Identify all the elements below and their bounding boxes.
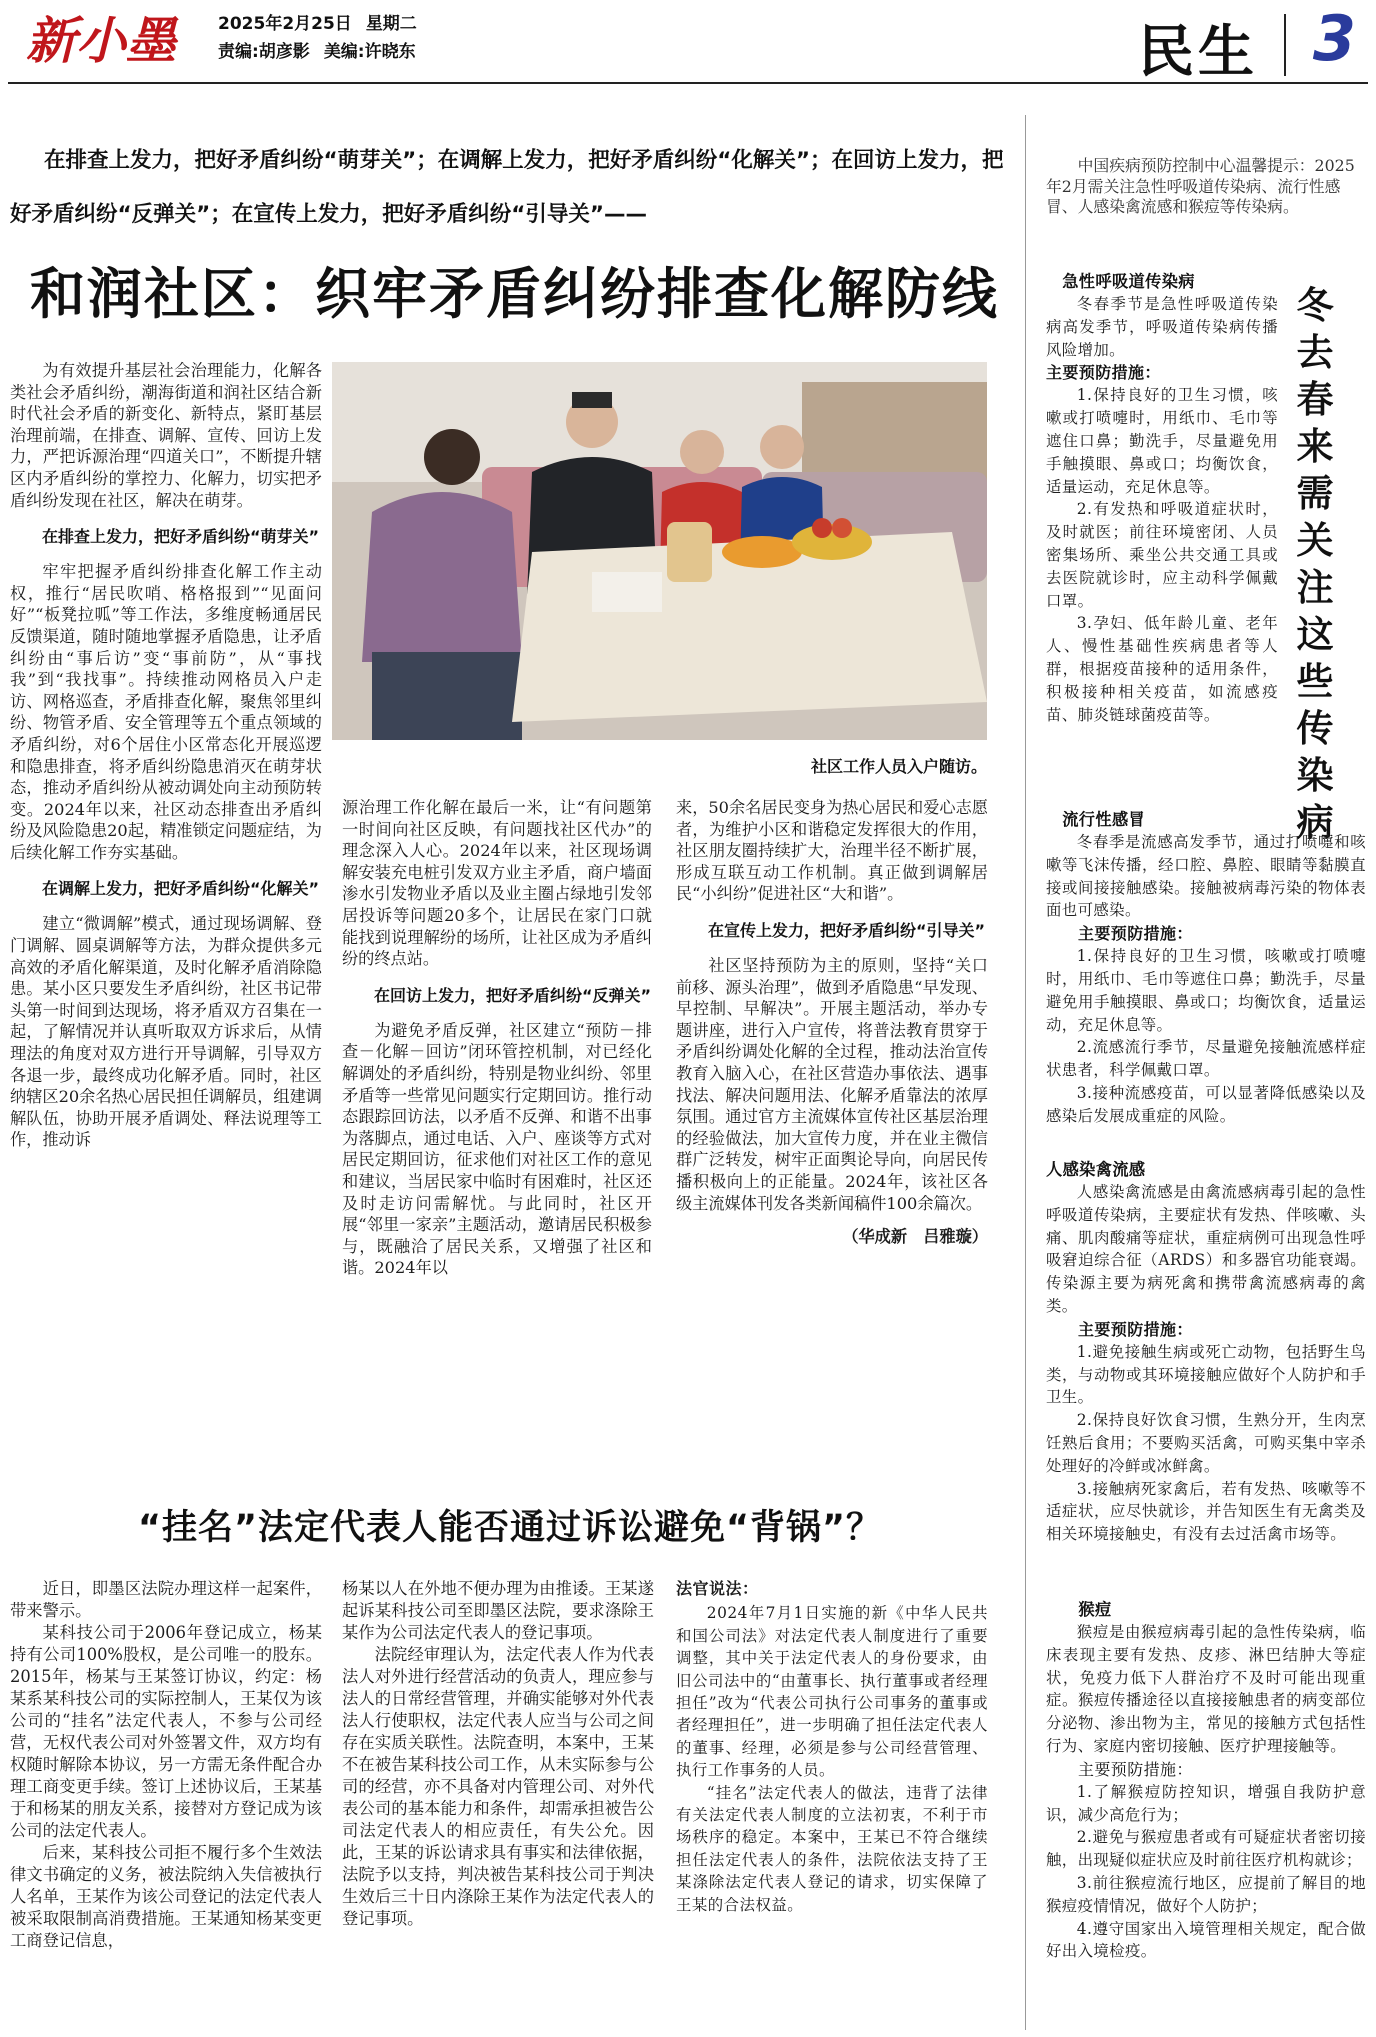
logo-text: 新小墨 <box>26 11 176 70</box>
cdc-notice: 中国疾病预防控制中心温馨提示：2025年2月需关注急性呼吸道传染病、流行性感冒、人感染禽流感和猴痘等传染病。 <box>1046 156 1355 217</box>
issue-weekday: 星期二 <box>365 14 417 34</box>
disease-section-respiratory <box>1046 270 1278 726</box>
measures-heading: 主要预防措施： <box>1046 363 1161 383</box>
disease-section-flu <box>1046 808 1366 1128</box>
disease-section-mpox <box>1046 1598 1366 1963</box>
paragraph: 建立“微调解”模式，通过现场调解、登门调解、圆桌调解等方法，为群众提供多元高效的矛盾化解渠道，及时化解矛盾消除隐患。某小区只要发生矛盾纠纷，社区书记带头第一时间到达现场，将矛盾双方召集在一起，了解情况并认真听取双方诉求后，从情理法的角度对双方进行开导调解，引导双方各退一步，最终成功化解矛盾。同时，社区纳辖区20余名热心居民担任调解员，组建调解队伍，协助开展矛盾调处、释法说理等工作，推动诉 <box>10 914 322 1150</box>
second-article-headline: “挂名”法定代表人能否通过诉讼避免“背锅”？ <box>137 1508 882 1548</box>
paragraph: 杨某以人在外地不便办理为由推诿。王某遂起诉某科技公司至即墨区法院，要求涤除王某作为公司法定代表人的登记事项。 <box>342 1579 654 1642</box>
measures-heading: 主要预防措施： <box>1078 1319 1193 1339</box>
article-column-2 <box>342 797 652 1279</box>
issue-info <box>218 10 431 66</box>
measures-heading: 主要预防措施： <box>1078 924 1193 944</box>
article-column-3 <box>676 797 988 1248</box>
sidebar-title: 冬去春来需关注这些传染病 <box>1296 284 1334 844</box>
disease-title: 流行性感冒 <box>1062 810 1146 829</box>
section-heading: 在调解上发力，把好矛盾纠纷“化解关” <box>42 879 320 899</box>
second-column-1 <box>10 1578 322 1952</box>
paragraph: 冬春季是流感高发季节，通过打喷嚏和咳嗽等飞沫传播，经口腔、鼻腔、眼睛等黏膜直接或间接接触感染。接触被病毒污染的物体表面也可感染。 <box>1046 833 1366 920</box>
disease-title: 人感染禽流感 <box>1046 1160 1146 1179</box>
paragraph: 后来，某科技公司拒不履行多个生效法律文书确定的义务，被法院纳入失信被执行人名单，王某作为该公司登记的法定代表人被采取限制高消费措施。王某通知杨某变更工商登记信息， <box>10 1843 322 1950</box>
section-heading: 在排查上发力，把好矛盾纠纷“萌芽关” <box>42 527 320 547</box>
section-heading: 在宣传上发力，把好矛盾纠纷“引导关” <box>708 920 986 940</box>
measure-item: 1.了解猴痘防控知识，增强自我防护意识，减少高危行为； <box>1046 1782 1366 1824</box>
measure-item: 2.流感流行季节，尽量避免接触流感样症状患者，科学佩戴口罩。 <box>1046 1038 1366 1080</box>
article-photo <box>332 362 987 740</box>
measure-item: 3.接触病死家禽后，若有发热、咳嗽等不适症状，应尽快就诊，并告知医生有无禽类及相关环境接触史，有没有去过活禽市场等。 <box>1046 1479 1366 1544</box>
measure-item: 4.遵守国家出入境管理相关规定，配合做好出入境检疫。 <box>1046 1919 1366 1961</box>
measure-item: 3.前往猴痘流行地区，应提前了解目的地猴痘疫情情况，做好个人防护； <box>1046 1873 1366 1915</box>
measure-item: 1.保持良好的卫生习惯，咳嗽或打喷嚏时，用纸巾、毛巾等遮住口鼻；勤洗手，尽量避免用手触摸眼、鼻或口；均衡饮食，适量运动，充足休息等。 <box>1046 947 1366 1034</box>
article-headline: 和润社区：织牢矛盾纠纷排查化解防线 <box>30 262 1000 326</box>
column-rule <box>1025 115 1026 2030</box>
measure-item: 2.保持良好饮食习惯，生熟分开，生肉烹饪熟后食用；不要购买活禽，可购买集中宰杀处理好的冷鲜或冰鲜禽。 <box>1046 1411 1366 1475</box>
measure-item: 1.避免接触生病或死亡动物，包括野生鸟类，与动物或其环境接触应做好个人防护和手卫生。 <box>1046 1342 1366 1407</box>
paragraph: 近日，即墨区法院办理这样一起案件，带来警示。 <box>10 1579 322 1620</box>
paragraph: 来，50余名居民变身为热心居民和爱心志愿者，为维护小区和谐稳定发挥很大的作用，社区朋友圈持续扩大，治理半径不断扩展，形成互联互动工作机制。真正做到调解居民“小纠纷”促进社区“大和谐”。 <box>676 798 988 904</box>
measure-item: 2.有发热和呼吸道症状时，及时就医；前往环境密闭、人员密集场所、乘坐公共交通工具或去医院就诊时，应主动科学佩戴口罩。 <box>1046 500 1278 610</box>
measure-item: 3.接种流感疫苗，可以显著降低感染以及感染后发展成重症的风险。 <box>1046 1083 1366 1125</box>
paragraph: 某科技公司于2006年登记成立，杨某持有公司100%股权，是公司唯一的股东。2015年，杨某与王某签订协议，约定：杨某系某科技公司的实际控制人，王某仅为该公司的“挂名”法定代表人，不参与公司经营，无权代表公司对外签署文件，双方均有权随时解除本协议，另一方需无条件配合办理工商变更手续。签订上述协议后，王某基于和杨某的朋友关系，接替对方登记成为该公司的法定代表人。 <box>10 1623 322 1840</box>
disease-title: 急性呼吸道传染病 <box>1062 272 1195 291</box>
paragraph: 牢牢把握矛盾纠纷排查化解工作主动权，推行“居民吹哨、格格报到”“见面问好”“板凳拉呱”等工作法，多维度畅通居民反馈渠道，随时随地掌握矛盾隐患，让矛盾纠纷由“事后访”变“事前防”，从“事找我”到“我找事”。持续推动网格员入户走访、网格巡查，矛盾排查化解，聚焦邻里纠纷、物管矛盾、安全管理等五个重点领域的矛盾纠纷，对6个居住小区常态化开展巡逻和隐患排查，将矛盾纠纷隐患消灭在萌芽状态，推动矛盾纠纷从被动调处向主动预防转变。2024年以来，社区动态排查出矛盾纠纷及风险隐患20起，精准锁定问题症结，为后续化解工作夯实基础。 <box>10 562 322 862</box>
section-name: 民生 <box>1138 20 1258 85</box>
disease-title: 猴痘 <box>1078 1600 1112 1619</box>
article-byline: （华成新 吕雅璇） <box>842 1227 988 1247</box>
measure-item: 1.保持良好的卫生习惯，咳嗽或打喷嚏时，用纸巾、毛巾等遮住口鼻；勤洗手，尽量避免用手触摸眼、鼻或口；均衡饮食，适量运动，充足休息等。 <box>1046 386 1278 496</box>
article-column-1 <box>10 360 322 1151</box>
paragraph: 为有效提升基层社会治理能力，化解各类社会矛盾纠纷，潮海街道和润社区结合新时代社会矛盾的新变化、新特点，紧盯基层治理前端，在排查、调解、宣传、回访上发力，严把诉源治理“四道关口”，不断提升辖区内矛盾纠纷的掌控力、化解力，切实把矛盾纠纷发现在社区，解决在萌芽。 <box>10 361 322 510</box>
paragraph: 人感染禽流感是由禽流感病毒引起的急性呼吸道传染病，主要症状有发热、伴咳嗽、头痛、肌肉酸痛等症状，重症病例可出现急性呼吸窘迫综合征（ARDS）和多器官功能衰竭。传染源主要为病死禽和携带禽流感病毒的禽类。 <box>1046 1183 1366 1315</box>
article-lead: 在排查上发力，把好矛盾纠纷“萌芽关”；在调解上发力，把好矛盾纠纷“化解关”；在回访上发力，把好矛盾纠纷“反弹关”；在宣传上发力，把好矛盾纠纷“引导关”—— <box>10 148 1004 227</box>
paragraph: 猴痘是由猴痘病毒引起的急性传染病，临床表现主要有发热、皮疹、淋巴结肿大等症状，免疫力低下人群治疗不及时可能出现重症。猴痘传播途径以直接接触患者的病变部位分泌物、渗出物为主，常见的接触方式包括性行为、家庭内密切接触、医疗护理接触等。 <box>1046 1623 1366 1755</box>
newspaper-logo <box>22 6 202 70</box>
paragraph: 2024年7月1日实施的新《中华人民共和国公司法》对法定代表人制度进行了重要调整，其中关于法定代表人的身份要求，由旧公司法中的“由董事长、执行董事或者经理担任”改为“代表公司执行公司事务的董事或者经理担任”，进一步明确了担任法定代表人的董事、经理，必须是参与公司经营管理、执行工作事务的人员。 <box>676 1604 988 1780</box>
photo-caption: 社区工作人员入户随访。 <box>810 757 987 776</box>
paragraph: 法院经审理认为，法定代表人作为代表法人对外进行经营活动的负责人，理应参与法人的日常经营管理，并确实能够对外代表法人行使职权，法定代表人应当与公司之间存在实质关联性。法院查明，本案中，王某不在被告某科技公司工作，从未实际参与公司的经营，亦不具备对内管理公司、对外代表公司的基本能力和条件，却需承担被告公司法定代表人的相应责任，有失公允。因此，王某的诉讼请求具有事实和法律依据，法院予以支持，判决被告某科技公司于判决生效后三十日内涤除王某作为法定代表人的登记事项。 <box>342 1645 654 1928</box>
art-editor-credit: 美编:许晓东 <box>323 42 416 62</box>
measures-heading: 主要预防措施： <box>1078 1759 1193 1779</box>
section-heading: 在回访上发力，把好矛盾纠纷“反弹关” <box>374 985 652 1005</box>
editor-credit: 责编:胡彦影 <box>218 42 310 62</box>
paragraph: “挂名”法定代表人的做法，违背了法律有关法定代表人制度的立法初衷，不利于市场秩序的稳定。本案中，王某已不符合继续担任法定代表人的条件，法院依法支持了王某涤除法定代表人登记的请求，切实保障了王某的合法权益。 <box>676 1783 988 1914</box>
page-number: 3 <box>1312 2 1356 75</box>
paragraph: 社区坚持预防为主的原则，坚持“关口前移、源头治理”，做到矛盾隐患“早发现、早控制、早解决”。开展主题活动，举办专题讲座，进行入户宣传，将普法教育贯穿于矛盾纠纷调处化解的全过程，推动法治宣传教育入脑入心，在社区营造办事依法、遇事找法、解决问题用法、化解矛盾靠法的浓厚氛围。通过官方主流媒体宣传社区基层治理的经验做法，加大宣传力度，并在业主微信群广泛转发，树牢正面舆论导向，向居民传播积极向上的正能量。2024年，该社区各级主流媒体刊发各类新闻稿件100余篇次。 <box>676 955 988 1213</box>
judge-commentary <box>676 1578 988 1916</box>
paragraph: 源治理工作化解在最后一米，让“有问题第一时间向社区反映，有问题找社区代办”的理念深入人心。2024年以来，社区现场调解安装充电桩引发双方业主矛盾，商户墙面渗水引发物业矛盾以及业主圈占绿地引发邻居投诉等问题20多个，让居民在家门口就能找到说理解纷的场所，让社区成为矛盾纠纷的终点站。 <box>342 798 652 969</box>
disease-section-avian-flu <box>1046 1158 1366 1546</box>
paragraph: 为避免矛盾反弹，社区建立“预防－排查－化解－回访”闭环管控机制，对已经化解调处的矛盾纠纷，特别是物业纠纷、邻里矛盾等一些常见问题实行定期回访。推行动态跟踪回访法，以矛盾不反弹、和谐不出事为落脚点，通过电话、入户、座谈等方式对居民定期回访，征求他们对社区工作的意见和建议，当居民家中临时有困难时，社区还及时走访问需解忧。与此同时，社区开展“邻里一家亲”主题活动，邀请居民积极参与，既融洽了居民关系，又增强了社区和谐。2024年以 <box>342 1020 652 1278</box>
second-column-2 <box>342 1578 654 1930</box>
commentary-title: 法官说法： <box>676 1579 759 1598</box>
issue-date: 2025年2月25日 <box>218 14 352 34</box>
masthead <box>8 0 1368 84</box>
section-divider <box>1284 14 1286 76</box>
paragraph: 冬春季节是急性呼吸道传染病高发季节，呼吸道传染病传播风险增加。 <box>1046 295 1278 359</box>
measure-item: 3.孕妇、低年龄儿童、老年人、慢性基础性疾病患者等人群，根据疫苗接种的适用条件，积极接种相关疫苗，如流感疫苗、肺炎链球菌疫苗等。 <box>1046 614 1278 724</box>
measure-item: 2.避免与猴痘患者或有可疑症状者密切接触，出现疑似症状应及时前往医疗机构就诊； <box>1046 1828 1366 1870</box>
home-visit-photo <box>332 362 987 740</box>
